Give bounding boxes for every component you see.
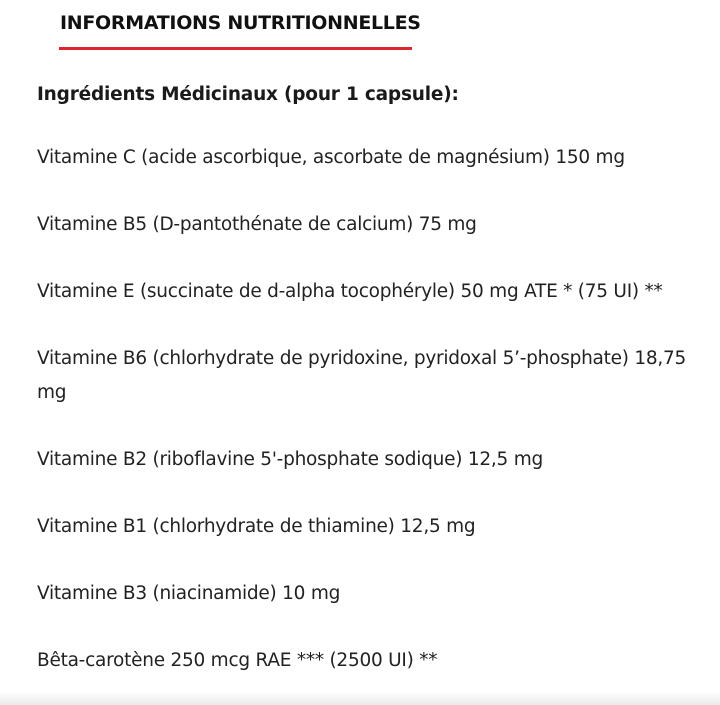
- nutrition-info-tab-label: INFORMATIONS NUTRITIONNELLES: [60, 12, 421, 34]
- ingredient-beta-carotene: Bêta-carotène 250 mcg RAE *** (2500 UI) **: [37, 650, 438, 671]
- ingredient-vitamin-b6: Vitamine B6 (chlorhydrate de pyridoxine, pyridoxal 5’-phosphate) 18,75 mg: [37, 348, 687, 403]
- bottom-fade: [0, 691, 720, 705]
- nutrition-content: [37, 80, 697, 678]
- nutrition-info-tab[interactable]: [59, 8, 421, 50]
- ingredient-vitamin-c: Vitamine C (acide ascorbique, ascorbate de magnésium) 150 mg: [37, 147, 625, 168]
- ingredient-list: [37, 141, 697, 678]
- ingredient-vitamin-b2: Vitamine B2 (riboflavine 5'-phosphate sodique) 12,5 mg: [37, 449, 543, 470]
- ingredient-vitamin-b3: Vitamine B3 (niacinamide) 10 mg: [37, 583, 341, 604]
- ingredient-vitamin-b5: Vitamine B5 (D-pantothénate de calcium) 75 mg: [37, 214, 477, 235]
- ingredient-vitamin-e: Vitamine E (succinate de d-alpha tocophéryle) 50 mg ATE * (75 UI) **: [37, 281, 663, 302]
- medicinal-ingredients-heading: Ingrédients Médicinaux (pour 1 capsule):: [37, 84, 459, 105]
- ingredient-vitamin-b1: Vitamine B1 (chlorhydrate de thiamine) 12,5 mg: [37, 516, 476, 537]
